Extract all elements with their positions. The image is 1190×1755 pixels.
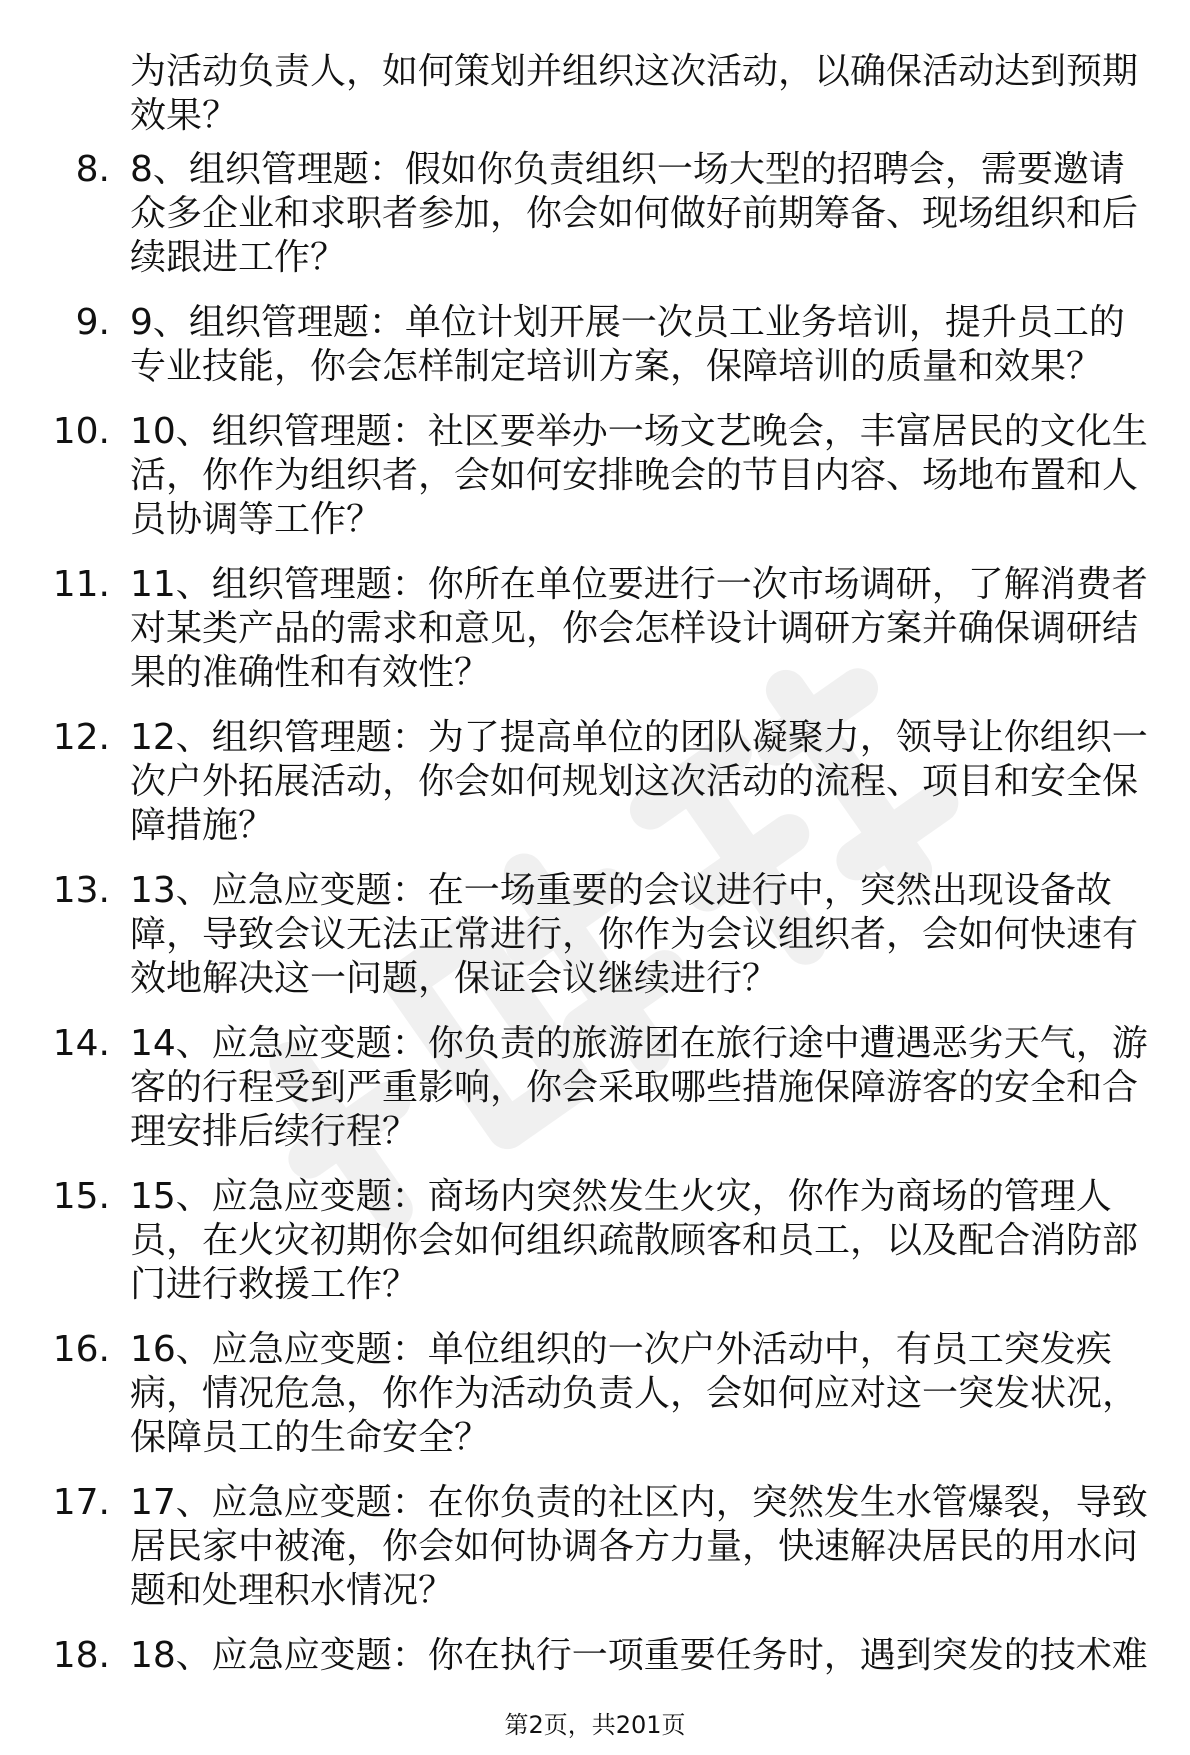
item-text: 13、应急应变题：在一场重要的会议进行中，突然出现设备故障，导致会议无法正常进行，你作为会议组织者，会如何快速有效地解决这一问题，保证会议继续进行？: [130, 870, 1139, 999]
list-item: [0, 1328, 1150, 1460]
item-number: 14.: [52, 1023, 110, 1064]
item-text: 15、应急应变题：商场内突然发生火灾，你作为商场的管理人员，在火灾初期你会如何组织疏散顾客和员工，以及配合消防部门进行救援工作？: [130, 1176, 1139, 1305]
list-item: [0, 563, 1150, 695]
item-text: 9、组织管理题：单位计划开展一次员工业务培训，提升员工的专业技能，你会怎样制定培训方案，保障培训的质量和效果？: [130, 302, 1125, 387]
list-item: [0, 301, 1150, 389]
list-item: [0, 1634, 1150, 1678]
item-number: 17.: [52, 1482, 110, 1523]
item-number: 13.: [52, 870, 110, 911]
list-item: [0, 148, 1150, 280]
continuation-text: 为活动负责人，如何策划并组织这次活动，以确保活动达到预期效果？: [130, 51, 1139, 136]
item-text: 8、组织管理题：假如你负责组织一场大型的招聘会，需要邀请众多企业和求职者参加，你会如何做好前期筹备、现场组织和后续跟进工作？: [130, 149, 1139, 278]
list-item: [0, 1481, 1150, 1613]
item-number: 16.: [52, 1329, 110, 1370]
item-number: 11.: [52, 564, 110, 605]
item-text: 18、应急应变题：你在执行一项重要任务时，遇到突发的技术难: [130, 1635, 1148, 1676]
item-text: 11、组织管理题：你所在单位要进行一次市场调研，了解消费者对某类产品的需求和意见，你会怎样设计调研方案并确保调研结果的准确性和有效性？: [130, 564, 1148, 693]
item-text: 16、应急应变题：单位组织的一次户外活动中，有员工突发疾病，情况危急，你作为活动负责人，会如何应对这一突发状况，保障员工的生命安全？: [130, 1329, 1139, 1458]
list-item: [0, 1022, 1150, 1154]
list-item: [0, 716, 1150, 848]
item-text: 12、组织管理题：为了提高单位的团队凝聚力，领导让你组织一次户外拓展活动，你会如何规划这次活动的流程、项目和安全保障措施？: [130, 717, 1148, 846]
item-number: 18.: [52, 1635, 110, 1676]
list-item: [0, 1175, 1150, 1307]
item-number: 9.: [75, 302, 110, 343]
item-number: 12.: [52, 717, 110, 758]
item-number: 15.: [52, 1176, 110, 1217]
list-item: [0, 869, 1150, 1001]
item-text: 17、应急应变题：在你负责的社区内，突然发生水管爆裂，导致居民家中被淹，你会如何协调各方力量，快速解决居民的用水问题和处理积水情况？: [130, 1482, 1148, 1611]
item-number: 8.: [75, 149, 110, 190]
list-item: [0, 410, 1150, 542]
question-list: [0, 148, 1190, 1699]
item-text: 14、应急应变题：你负责的旅游团在旅行途中遭遇恶劣天气，游客的行程受到严重影响，你会采取哪些措施保障游客的安全和合理安排后续行程？: [130, 1023, 1148, 1152]
item-text: 10、组织管理题：社区要举办一场文艺晚会，丰富居民的文化生活，你作为组织者，会如何安排晚会的节目内容、场地布置和人员协调等工作？: [130, 411, 1148, 540]
item-number: 10.: [52, 411, 110, 452]
page-footer: 第2页，共201页: [504, 1711, 686, 1739]
